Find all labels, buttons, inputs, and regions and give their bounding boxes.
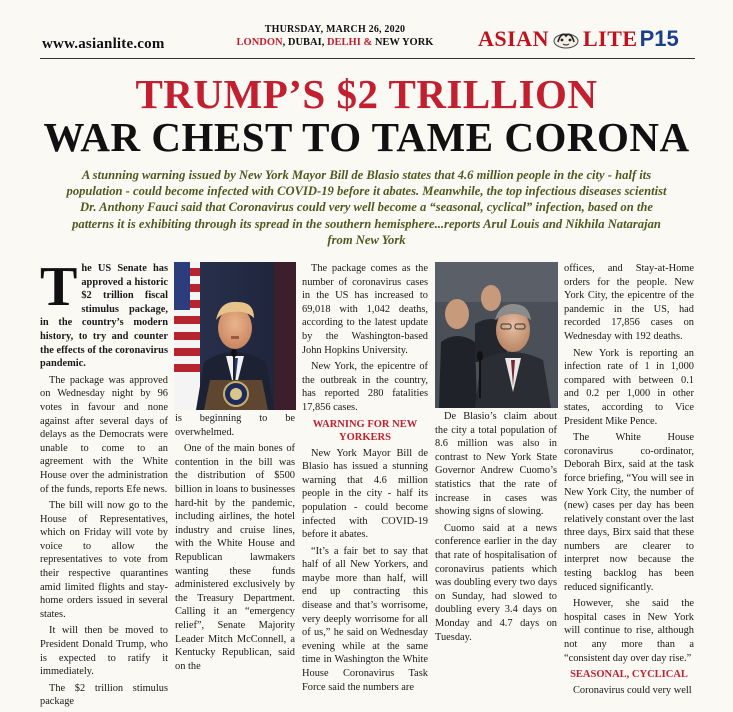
paragraph: It will then be moved to President Donald Trump, who is expected to ratify it immediately. <box>40 625 168 678</box>
trump-podium-photo[interactable] <box>174 262 296 410</box>
city-list: LONDON, DUBAI, DELHI & NEW YORK <box>236 37 434 48</box>
paragraph: The bill will now go to the House of Representatives, which on Friday will vote by voice to allow the representatives to vote from their respective quarantines amid limited flights and stay-home orders issued in several states. <box>40 500 168 620</box>
page-number: P15 <box>639 26 679 51</box>
drop-cap: T <box>40 256 78 318</box>
lead-paragraph: The US Senate has approved a historic $2 trillion fiscal stimulus package, in the country’s modern history, to try and counter the effects of the coronavirus pandemic. <box>40 256 168 370</box>
paragraph: De Blasio’s claim about the city a total population of 8.6 million was also in contrast to New York State Governor Andrew Cuomo’s statistics that the rate of increase in cases was showing signs of slowing. <box>435 411 557 518</box>
paragraph: The $2 trillion stimulus package <box>40 682 168 708</box>
asian-lite-logo[interactable] <box>478 26 679 52</box>
article-column-5 <box>564 262 694 701</box>
article-deck: A stunning warning issued by New York Mayor Bill de Blasio states that 4.6 million people in the city - half its population - could become infected with COVID-19 before it abates. Meanwhile, the top infectious diseases scientist Dr. Anthony Fauci said that Coronavirus could very well become a “seasonal, cyclical” infection, based on the patterns it is exhibiting through its spread in the southern hemisphere...reports Arul Louis and Nikhila Natarajan from New York <box>66 168 667 247</box>
paragraph: New York, the epicentre of the outbreak in the country, has reported 280 fatalities 17,856 cases. <box>302 361 428 413</box>
fauci-photo-image <box>435 262 558 408</box>
article-column-2 <box>175 412 295 676</box>
paragraph: “It’s a fair bet to say that half of all New Yorkers, and maybe more than half, will end up contracting this disease and that’s worrisome, very deeply worrisome for all of us,” he said on Wednesday evening while at the same time in Washington the White House Coronavirus Task Force said the numbers are <box>302 545 428 693</box>
brand-word-lite: LITE <box>582 26 638 51</box>
paragraph: One of the main bones of contention in the bill was the distribution of $500 billion in loans to businesses hard-hit by the pandemic, including airlines, the hotel industry and cruise lines, with the White House and Republican lawmakers wanting these funds administered exclusively by the Treasury Department. Calling it an “emergency relief”, Senate Majority Leader Mitch McConnell, a Kentucky Republican, said on the <box>175 443 295 672</box>
paragraph: Cuomo said at a news conference earlier in the day that rate of hospitalisation of coronavirus patients which was doubling every two days on Sunday, had slowed to doubling every 3.4 days on Monday and 4.7 days on Tuesday. <box>435 522 557 643</box>
paragraph: is beginning to be overwhelmed. <box>175 413 295 438</box>
headline-line-2: WAR CHEST TO TAME CORONA <box>43 114 690 160</box>
lion-emblem-icon <box>552 28 580 50</box>
trump-photo-image <box>174 262 296 410</box>
article-column-4 <box>435 410 557 647</box>
fauci-briefing-photo[interactable] <box>435 262 558 408</box>
city-new-york: NEW YORK <box>374 37 434 48</box>
paragraph: New York Mayor Bill de Blasio has issued a stunning warning that 4.6 million people in the city - half its population - could become infected with COVID-19 before it abates. <box>302 447 428 541</box>
subhead-seasonal-cyclical: SEASONAL, CYCLICAL <box>570 669 688 681</box>
paragraph: The package comes as the number of coronavirus cases in the US has increased to 69,018 with 1,042 deaths, according to the latest update by the Washington-based John Hopkins University. <box>302 263 428 356</box>
dateline <box>220 24 450 48</box>
brand-word-asian: ASIAN <box>478 26 549 51</box>
paragraph: However, she said the hospital cases in New York will continue to rise, although not any more than a “consistent day over day rise.” <box>564 598 694 664</box>
issue-date: THURSDAY, MARCH 26, 2020 <box>264 24 406 35</box>
masthead-rule <box>40 58 695 59</box>
paragraph: The package was approved on Wednesday night by 96 votes in favour and none against after several days of delays as the Democrats were unable to come to an agreement with the White House over the administration of the funds, reports Efe news. <box>40 374 168 495</box>
paragraph: New York is reporting an infection rate of 1 in 1,000 compared with between 0.1 and 0.2 per 1,000 in other states, according to Vice President Mike Pence. <box>564 347 694 427</box>
site-url[interactable]: www.asianlite.com <box>42 36 165 52</box>
masthead <box>0 0 733 60</box>
city-dubai: DUBAI <box>287 37 322 48</box>
paragraph: offices, and Stay-at-Home orders for the people. New York City, the epicentre of the pandemic in the US, had recorded 17,856 cases on Wednesday with 192 deaths. <box>564 263 694 342</box>
article-column-3 <box>302 262 428 697</box>
paragraph: Coronavirus could very well <box>573 685 692 697</box>
subhead-warning-for-new-yorkers: WARNING FOR NEW YORKERS <box>312 418 418 443</box>
city-london: LONDON <box>236 37 283 48</box>
city-delhi: DELHI <box>326 37 361 48</box>
article-column-1 <box>40 256 168 712</box>
headline-line-1: TRUMP’S $2 TRILLION <box>135 71 598 117</box>
paragraph: The White House coronavirus co-ordinator, Deborah Birx, said at the task force briefing, “You will see in New York City, the number of (new) cases per day has been relatively constant over the last three days, Birx said that these numbers are clearer to interpret now because the testing backlog has been reduced significantly. <box>564 432 694 593</box>
